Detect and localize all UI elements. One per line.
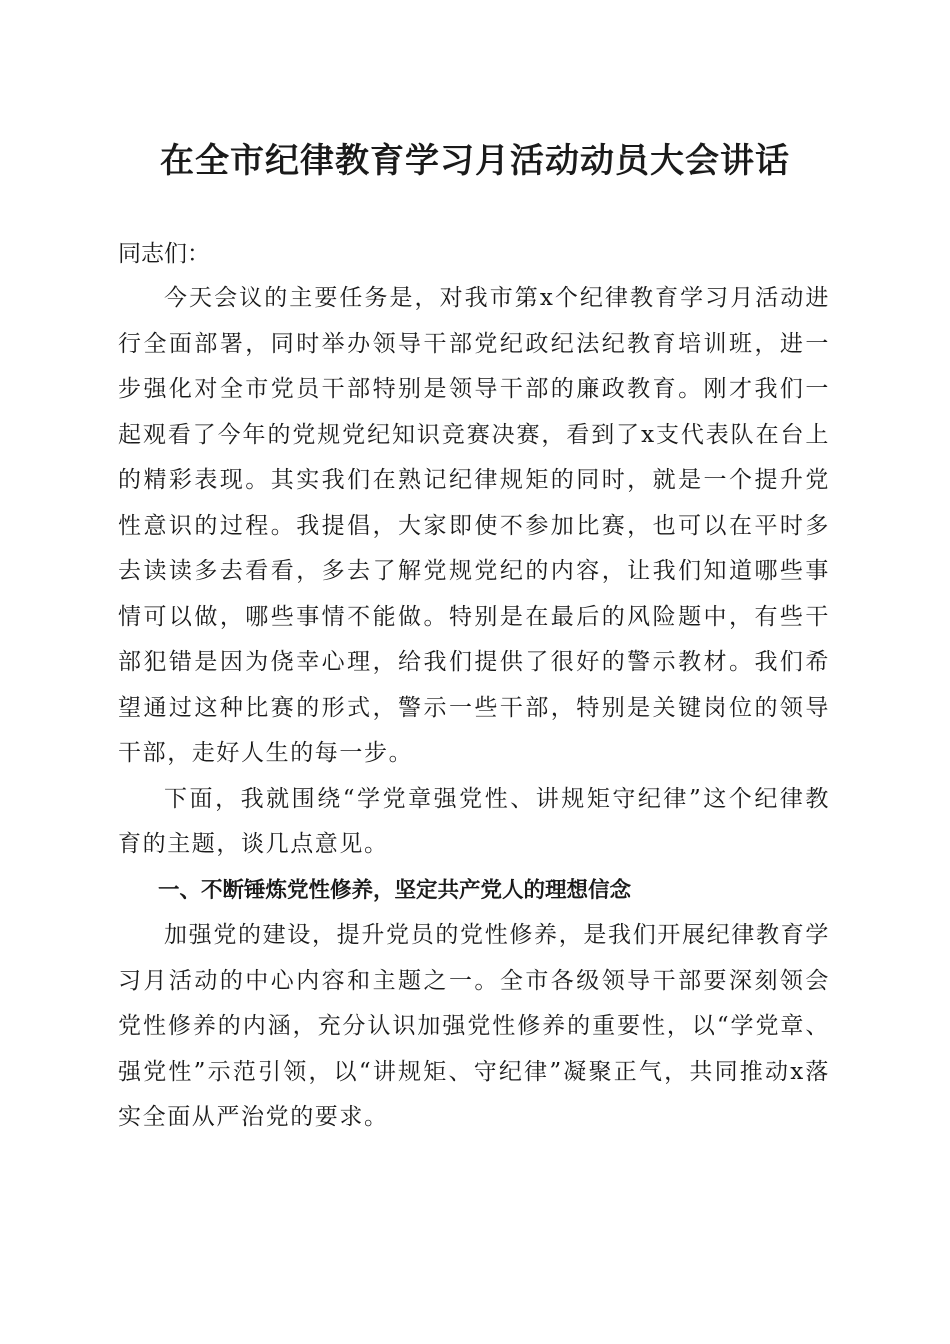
section-heading-1: 一、不断锤炼党性修养，坚定共产党人的理想信念	[158, 877, 632, 903]
topic-paragraph: 下面，我就围绕“学党章强党性、讲规矩守纪律”这个纪律教育的主题，谈几点意见。	[118, 785, 830, 857]
document-body	[118, 232, 830, 1141]
salutation: 同志们：	[118, 241, 210, 267]
document-title: 在全市纪律教育学习月活动动员大会讲话	[160, 141, 790, 181]
section-1-paragraph: 加强党的建设，提升党员的党性修养，是我们开展纪律教育学习月活动的中心内容和主题之一。全市各级领导干部要深刻领会党性修养的内涵，充分认识加强党性修养的重要性，以“学党章、强党性”示范引领，以“讲规矩、守纪律”凝聚正气，共同推动x落实全面从严治党的要求。	[118, 922, 830, 1130]
opening-paragraph: 今天会议的主要任务是，对我市第x个纪律教育学习月活动进行全面部署，同时举办领导干部党纪政纪法纪教育培训班，进一步强化对全市党员干部特别是领导干部的廉政教育。刚才我们一起观看了今年的党规党纪知识竞赛决赛，看到了x支代表队在台上的精彩表现。其实我们在熟记纪律规矩的同时，就是一个提升党性意识的过程。我提倡，大家即使不参加比赛，也可以在平时多去读读多去看看，多去了解党规党纪的内容，让我们知道哪些事情可以做，哪些事情不能做。特别是在最后的风险题中，有些干部犯错是因为侥幸心理，给我们提供了很好的警示教材。我们希望通过这种比赛的形式，警示一些干部，特别是关键岗位的领导干部，走好人生的每一步。	[118, 285, 830, 766]
